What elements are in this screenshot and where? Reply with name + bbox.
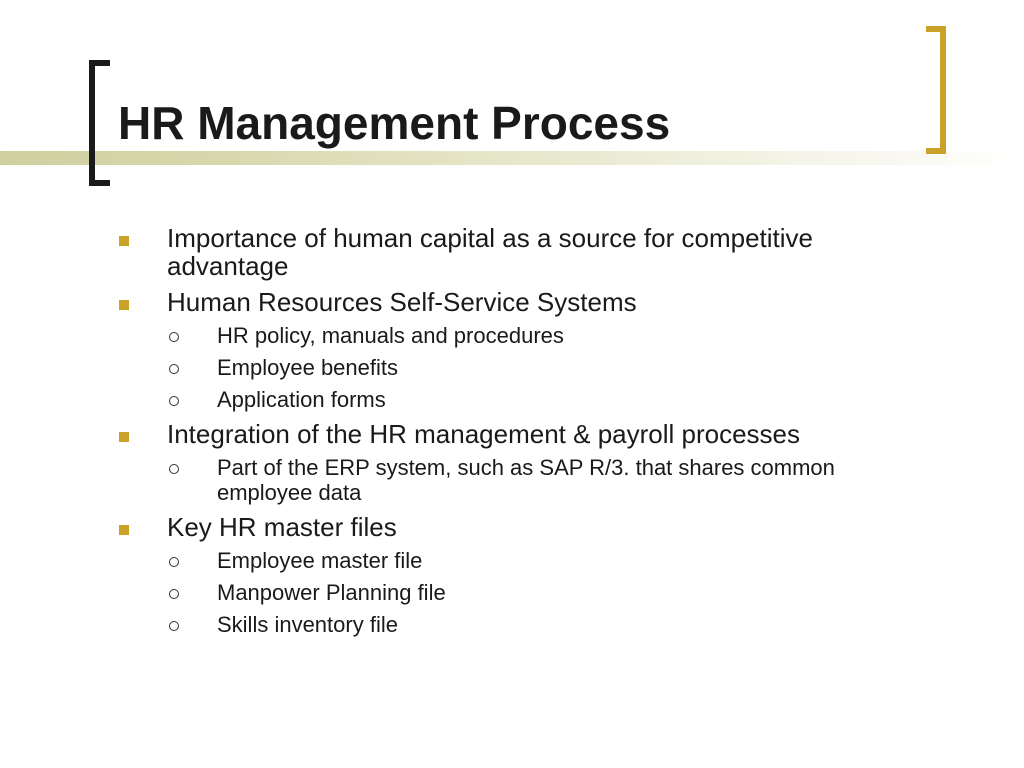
sub-bullet-text: Application forms xyxy=(217,387,386,412)
sub-bullet-item xyxy=(118,548,918,573)
sub-bullet-item xyxy=(118,323,918,348)
left-bracket-decoration xyxy=(89,60,110,186)
circle-bullet-icon xyxy=(169,396,179,406)
sub-bullet-item xyxy=(118,455,918,505)
sub-bullet-text: Employee benefits xyxy=(217,355,398,380)
bullet-text: Integration of the HR management & payroll processes xyxy=(167,419,801,449)
slide-title: HR Management Process xyxy=(118,97,671,149)
square-bullet-icon xyxy=(119,300,129,310)
sub-bullet-item xyxy=(118,355,918,380)
sub-bullet-text: Manpower Planning file xyxy=(217,580,446,605)
square-bullet-icon xyxy=(119,525,129,535)
sub-bullet-text: Skills inventory file xyxy=(217,612,398,637)
bullet-item xyxy=(118,224,918,280)
sub-bullet-item xyxy=(118,387,918,412)
bullet-text: Key HR master files xyxy=(167,512,397,542)
circle-bullet-icon xyxy=(169,621,179,631)
bullet-item xyxy=(118,288,918,316)
square-bullet-icon xyxy=(119,236,129,246)
sub-bullet-text: HR policy, manuals and procedures xyxy=(217,323,564,348)
bullet-list xyxy=(118,224,918,637)
bullet-item xyxy=(118,513,918,541)
circle-bullet-icon xyxy=(169,557,179,567)
bullet-text: Human Resources Self-Service Systems xyxy=(167,287,637,317)
sub-bullet-text: Part of the ERP system, such as SAP R/3. that shares common employee data xyxy=(217,455,835,505)
title-band xyxy=(0,151,1024,165)
sub-bullet-text: Employee master file xyxy=(217,548,423,573)
circle-bullet-icon xyxy=(169,589,179,599)
bullet-item xyxy=(118,420,918,448)
bullet-text: Importance of human capital as a source for competitive advantage xyxy=(167,223,813,281)
sub-bullet-item xyxy=(118,580,918,605)
sub-bullet-item xyxy=(118,612,918,637)
right-bracket-decoration xyxy=(926,26,946,154)
circle-bullet-icon xyxy=(169,464,179,474)
square-bullet-icon xyxy=(119,432,129,442)
circle-bullet-icon xyxy=(169,332,179,342)
circle-bullet-icon xyxy=(169,364,179,374)
